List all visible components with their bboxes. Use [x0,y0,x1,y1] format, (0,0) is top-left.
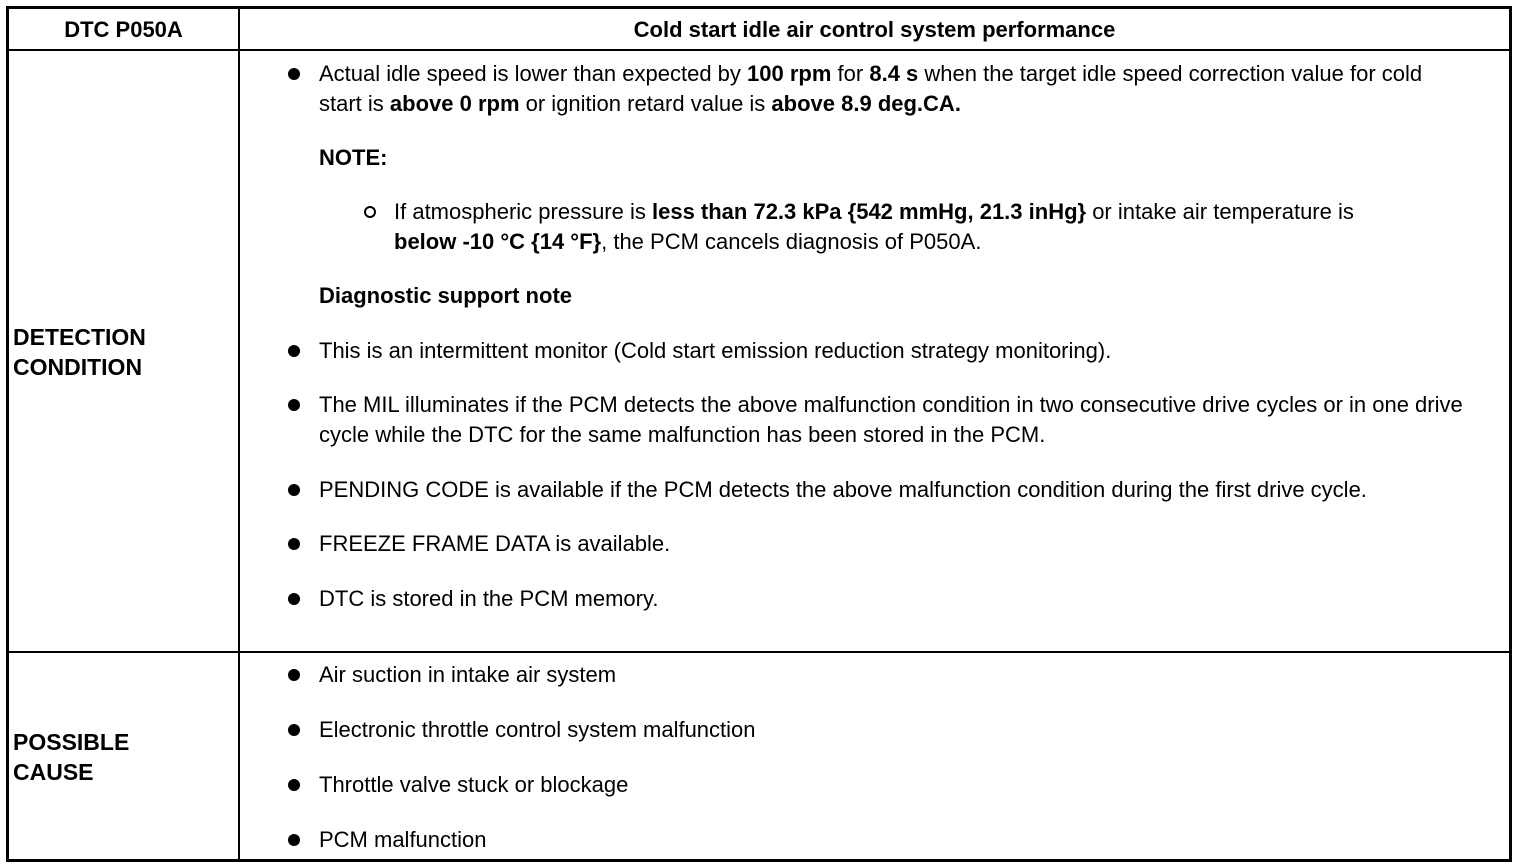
bullet-icon [288,724,300,736]
list-item: Electronic throttle control system malfunction [240,715,1509,745]
bullet-icon [288,669,300,681]
cause-label-line2: CAUSE [13,759,94,785]
note-heading: NOTE: [319,145,388,170]
bullet-icon [288,399,300,411]
bullet-icon [288,593,300,605]
cause-label-line1: POSSIBLE [13,729,130,755]
list-item: PCM malfunction [240,825,1509,855]
support-note-heading: Diagnostic support note [319,283,572,308]
header-divider [9,49,1509,51]
bullet-icon [288,779,300,791]
row-divider [9,651,1509,653]
list-item: Air suction in intake air system [240,660,1509,690]
bullet-icon [288,68,300,80]
dtc-table [6,6,1512,862]
bullet-icon [288,484,300,496]
list-item: Throttle valve stuck or blockage [240,770,1509,800]
list-item: This is an intermittent monitor (Cold start emission reduction strategy monitoring). [240,336,1509,366]
note-item: If atmospheric pressure is less than 72.3 kPa {542 mmHg, 21.3 inHg} or intake air temperature is below -10 °C {14 °F}, the PCM cancels diagnosis of P050A. [240,197,1509,257]
dtc-code: DTC P050A [64,17,183,42]
hollow-bullet-icon [364,206,376,218]
dtc-title: Cold start idle air control system performance [633,17,1116,42]
list-item: Actual idle speed is lower than expected by 100 rpm for 8.4 s when the target idle speed correction value for cold start is above 0 rpm or ignition retard value is above 8.9 deg.CA. [240,59,1509,119]
bullet-icon [288,538,300,550]
detection-condition-content [240,59,1509,614]
bullet-icon [288,834,300,846]
detection-label-line2: CONDITION [13,354,143,380]
list-item: DTC is stored in the PCM memory. [240,584,1509,614]
list-item: The MIL illuminates if the PCM detects the above malfunction condition in two consecutive drive cycles or in one drive cycle while the DTC for the same malfunction has been stored in the PCM. [240,390,1509,450]
detection-label-line1: DETECTION [13,324,146,350]
list-item: PENDING CODE is available if the PCM detects the above malfunction condition during the first drive cycle. [240,475,1509,505]
detection-condition-label [13,322,146,382]
possible-cause-content [240,660,1509,855]
list-item: FREEZE FRAME DATA is available. [240,529,1509,559]
possible-cause-label [13,727,129,787]
bullet-icon [288,345,300,357]
